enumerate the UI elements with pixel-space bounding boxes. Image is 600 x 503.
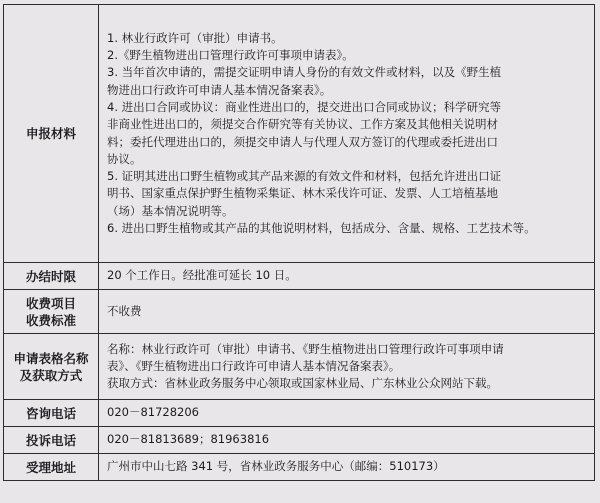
deadline-value: 20 个工作日。经批准可延长 10 日。 bbox=[99, 263, 595, 290]
row-consult-phone bbox=[4, 400, 595, 427]
forms-label: 申请表格名称 及获取方式 bbox=[4, 334, 99, 400]
row-materials bbox=[4, 5, 595, 263]
info-table bbox=[3, 4, 595, 481]
forms-value: 名称：林业行政许可（审批）申请书、《野生植物进出口管理行政许可事项申请 表》、《野生植物进出口行政许可申请人基本情况备案表》。 获取方式：省林业政务服务中心领取或国家林业局、广东林业公众网站下载。 bbox=[99, 334, 595, 400]
consult-phone-value: 020－81728206 bbox=[99, 400, 595, 427]
row-complaint-phone bbox=[4, 427, 595, 454]
row-forms bbox=[4, 334, 595, 400]
consult-phone-label: 咨询电话 bbox=[4, 400, 99, 427]
materials-value: 1. 林业行政许可（审批）申请书。 2.《野生植物进出口管理行政许可事项申请表》。 3. 当年首次申请的，需提交证明申请人身份的有效文件或材料，以及《野生植 物进出口行政许可申请人基本情况备案表》。 4. 进出口合同或协议：商业性进出口的，提交进出口合同或协议；科学研究等 非商业性进出口的，须提交合作研究等有关协议、工作方案及其他相关说明材 料；委托代理进出口的，须提交申请人与代理人双方签订的代理或委托进出口 协议。 5. 证明其进出口野生植物或其产品来源的有效文件和材料，包括允许进出口证 明书、国家重点保护野生植物采集证、林木采伐许可证、发票、人工培植基地 （场）基本情况说明等。 6. 进出口野生植物或其产品的其他说明材料，包括成分、含量、规格、工艺技术等。 bbox=[99, 5, 595, 263]
materials-label: 申报材料 bbox=[4, 5, 99, 263]
fee-label: 收费项目 收费标准 bbox=[4, 290, 99, 334]
address-label: 受理地址 bbox=[4, 454, 99, 481]
complaint-phone-value: 020－81813689；81963816 bbox=[99, 427, 595, 454]
row-address bbox=[4, 454, 595, 481]
address-value: 广州市中山七路 341 号，省林业政务服务中心（邮编：510173） bbox=[99, 454, 595, 481]
complaint-phone-label: 投诉电话 bbox=[4, 427, 99, 454]
row-deadline bbox=[4, 263, 595, 290]
deadline-label: 办结时限 bbox=[4, 263, 99, 290]
fee-value: 不收费 bbox=[99, 290, 595, 334]
row-fee bbox=[4, 290, 595, 334]
